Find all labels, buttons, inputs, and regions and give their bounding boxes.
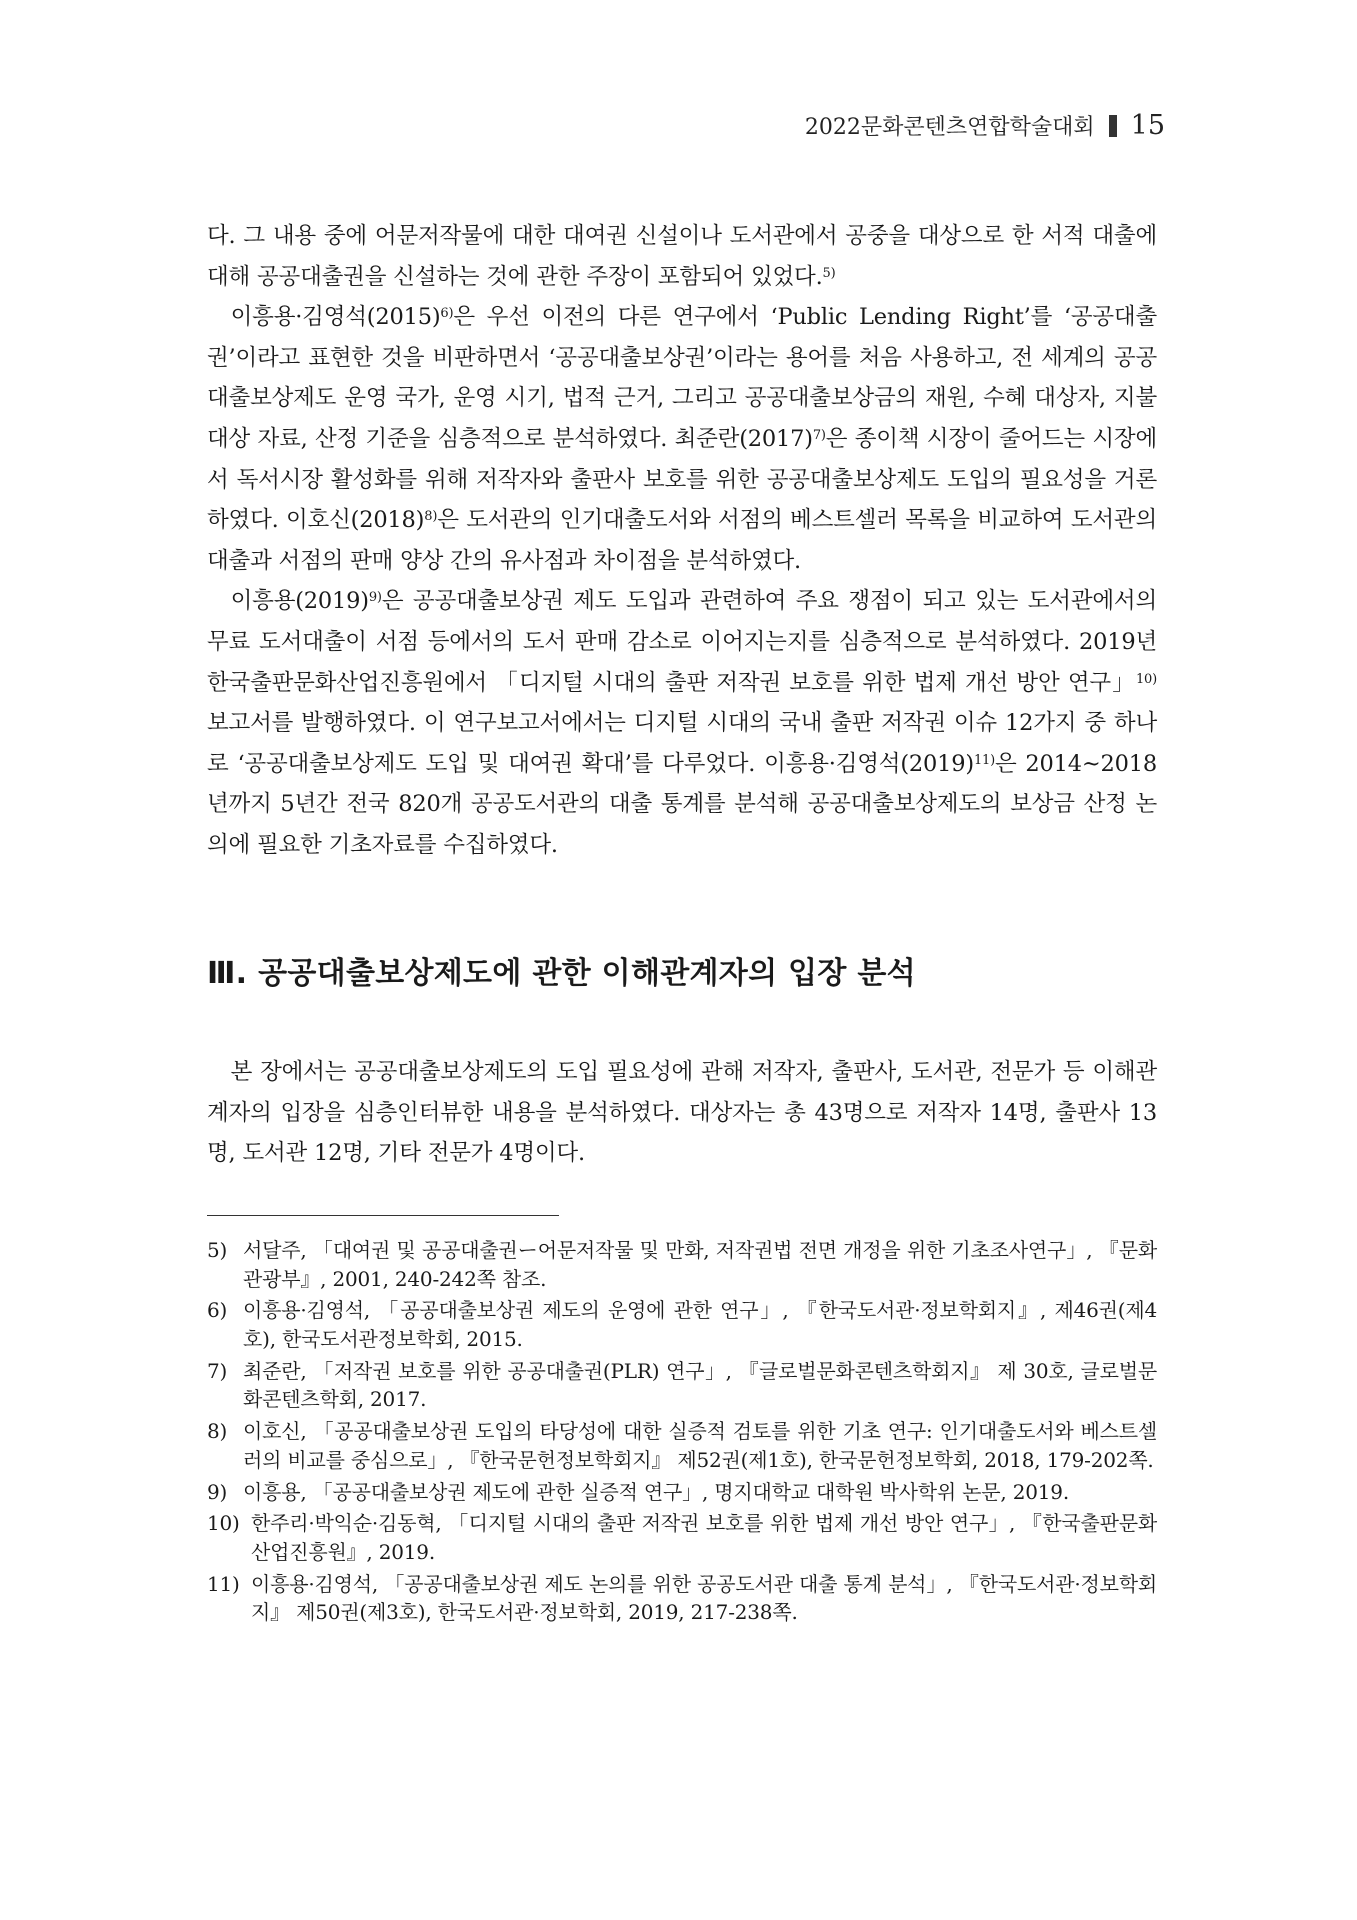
footnote-number: 9) [207,1479,228,1504]
section-heading: Ⅲ. 공공대출보상제도에 관한 이해관계자의 입장 분석 [207,956,916,991]
footnote-text: 이호신, 「공공대출보상권 도입의 타당성에 대한 실증적 검토를 위한 기초 연구: 인기대출도서와 베스트셀러의 비교를 중심으로」, 『한국문헌정보학회지』 제52권(제1호), 한국문헌정보학회, 2018, 179-202쪽. [243,1419,1157,1472]
section-body [207,1052,1157,1174]
body-paragraph [207,297,1157,581]
body-text [207,216,1157,866]
footnote-reference[interactable]: 11) [973,752,995,768]
footnote-reference[interactable]: 7) [812,427,826,443]
text-run: 은 우선 이전의 다른 연구에서 ‘Public Lending Right’를 ‘공공대출권’이라고 표현한 것을 비판하면서 ‘공공대출보상권’이라는 용어를 처음 사용하고, 전 세계의 공공대출보상제도 운영 국가, 운영 시기, 법적 근거, 그리고 공공대출보상금의 재원, 수혜 대상자, 지불 대상 자료, 산정 기준을 심층적으로 분석하였다. 최준란(2017) [207,304,1157,452]
footnote-reference[interactable]: 6) [440,306,454,322]
footnote-reference[interactable]: 9) [368,590,382,606]
footnote-text: 이흥용, 「공공대출보상권 제도에 관한 실증적 연구」, 명지대학교 대학원 박사학위 논문, 2019. [243,1479,1069,1504]
footnote-divider [207,1215,559,1216]
footnote-item [207,1236,1157,1293]
header-divider-bar [1109,115,1117,137]
text-run: 은 공공대출보상권 제도 도입과 관련하여 주요 쟁점이 되고 있는 도서관에서의 무료 도서대출이 서점 등에서의 도서 판매 감소로 이어지는지를 심층적으로 분석하였다. 2019년 한국출판문화산업진흥원에서 「디지털 시대의 출판 저작권 보호를 위한 법제 개선 방안 연구」 [207,588,1157,696]
footnote-reference[interactable]: 5) [822,265,836,281]
footnote-text: 한주리·박익순·김동혁, 「디지털 시대의 출판 저작권 보호를 위한 법제 개선 방안 연구」, 『한국출판문화산업진흥원』, 2019. [251,1511,1157,1564]
page-number: 15 [1130,110,1165,141]
body-paragraph [207,216,1157,297]
footnote-item [207,1570,1157,1627]
footnote-number: 8) [207,1419,228,1444]
footnote-item [207,1509,1157,1566]
body-paragraph [207,581,1157,865]
footnote-text: 서달주, 「대여권 및 공공대출권ー어문저작물 및 만화, 저작권법 전면 개정을 위한 기초조사연구」, 『문화관광부』, 2001, 240-242쪽 참조. [243,1238,1157,1291]
footnote-item [207,1417,1157,1474]
text-run: 은 도서관의 인기대출도서와 서점의 베스트셀러 목록을 비교하여 도서관의 대출과 서점의 판매 양상 간의 유사점과 차이점을 분석하였다. [207,507,1157,574]
footnote-text: 이흥용·김영석, 「공공대출보상권 제도 논의를 위한 공공도서관 대출 통계 분석」, 『한국도서관·정보학회지』 제50권(제3호), 한국도서관·정보학회, 2019, 217-238쪽. [251,1571,1157,1625]
footnote-number: 11) [207,1571,240,1596]
footnote-reference[interactable]: 8) [424,509,438,525]
text-run: 보고서를 발행하였다. 이 연구보고서에서는 디지털 시대의 국내 출판 저작권 이슈 12가지 중 하나로 ‘공공대출보상제도 도입 및 대여권 확대’를 다루었다. 이흥용·김영석(2019) [207,710,1157,777]
section-paragraph: 본 장에서는 공공대출보상제도의 도입 필요성에 관해 저작자, 출판사, 도서관, 전문가 등 이해관계자의 입장을 심층인터뷰한 내용을 분석하였다. 대상자는 총 43명으로 저작자 14명, 출판사 13명, 도서관 12명, 기타 전문가 4명이다. [207,1059,1157,1167]
footnote-number: 7) [207,1358,228,1383]
running-header [805,110,1165,141]
text-run: 다. 그 내용 중에 어문저작물에 대한 대여권 신설이나 도서관에서 공중을 대상으로 한 서적 대출에 대해 공공대출권을 신설하는 것에 관한 주장이 포함되어 있었다. [207,223,1157,290]
footnote-item [207,1357,1157,1414]
footnote-text: 이흥용·김영석, 「공공대출보상권 제도의 운영에 관한 연구」, 『한국도서관·정보학회지』, 제46권(제4호), 한국도서관정보학회, 2015. [243,1298,1157,1351]
footnote-text: 최준란, 「저작권 보호를 위한 공공대출권(PLR) 연구」, 『글로벌문화콘텐츠학회지』 제 30호, 글로벌문화콘텐츠학회, 2017. [243,1358,1157,1412]
text-run: 이흥용(2019) [230,588,369,615]
footnotes [207,1236,1157,1630]
text-run: 은 종이책 시장이 줄어드는 시장에서 독서시장 활성화를 위해 저작자와 출판사 보호를 위한 공공대출보상제도 도입의 필요성을 거론하였다. 이호신(2018) [207,425,1157,534]
footnote-number: 6) [207,1298,228,1323]
running-title: 2022문화콘텐츠연합학술대회 [804,115,1095,140]
footnote-item [207,1296,1157,1353]
footnote-number: 10) [207,1511,240,1536]
text-run: 이흥용·김영석(2015) [230,304,441,331]
footnote-number: 5) [207,1238,228,1262]
footnote-item [207,1478,1157,1507]
text-run: 은 2014~2018년까지 5년간 전국 820개 공공도서관의 대출 통계를 분석해 공공대출보상제도의 보상금 산정 논의에 필요한 기초자료를 수집하였다. [207,750,1157,858]
footnote-reference[interactable]: 10) [1135,671,1157,687]
